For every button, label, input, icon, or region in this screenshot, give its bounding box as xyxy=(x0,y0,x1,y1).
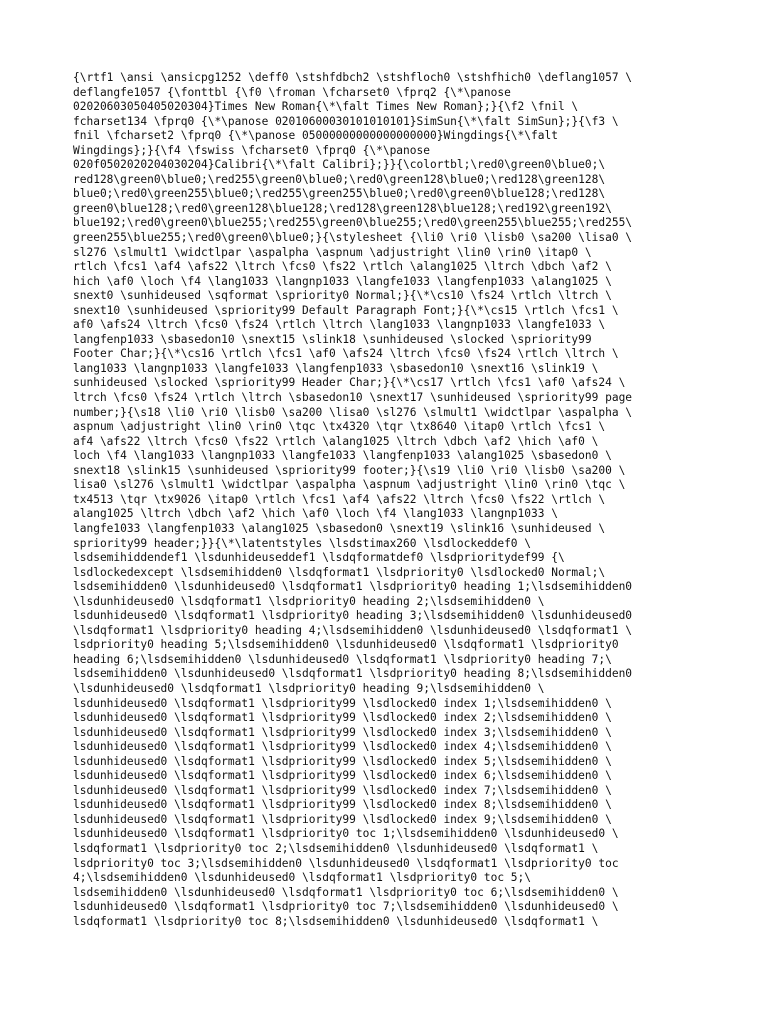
text-line: lisa0 \sl276 \slmult1 \widctlpar \aspalpha \aspnum \adjustright \lin0 \rin0 \tqc \ xyxy=(73,478,626,492)
text-line: af4 \afs22 \ltrch \fcs0 \fs22 \rtlch \alang1025 \ltrch \dbch \af2 \hich \af0 \ xyxy=(73,434,599,448)
text-line: lsdqformat1 \lsdpriority0 toc 2;\lsdsemihidden0 \lsdunhideused0 \lsdqformat1 \ xyxy=(73,841,599,855)
text-line: 02020603050405020304}Times New Roman{\*\falt Times New Roman};}{\f2 \fnil \ xyxy=(73,100,579,114)
text-line: {\rtf1 \ansi \ansicpg1252 \deff0 \stshfdbch2 \stshfloch0 \stshfhich0 \deflang1057 \ xyxy=(73,71,633,84)
text-line: sunhideused \slocked \spriority99 Header Char;}{\*\cs17 \rtlch \fcs1 \af0 \afs24 \ xyxy=(73,376,626,390)
text-line: langfe1033 \langfenp1033 \alang1025 \sbasedon0 \snext19 \slink16 \sunhideused \ xyxy=(73,521,606,535)
text-line: lsdunhideused0 \lsdqformat1 \lsdpriority99 \lsdlocked0 index 9;\lsdsemihidden0 \ xyxy=(73,812,612,826)
text-line: lang1033 \langnp1033 \langfe1033 \langfenp1033 \sbasedon10 \snext16 \slink19 \ xyxy=(73,361,599,375)
text-line: lsdunhideused0 \lsdqformat1 \lsdpriority99 \lsdlocked0 index 6;\lsdsemihidden0 \ xyxy=(73,769,612,783)
text-line: fnil \fcharset2 \fprq0 {\*\panose 05000000000000000000}Wingdings{\*\falt xyxy=(73,129,558,143)
text-line: langfenp1033 \sbasedon10 \snext15 \slink18 \sunhideused \slocked \spriority99 xyxy=(73,332,592,346)
text-line: blue0;\red0\green255\blue0;\red255\green255\blue0;\red0\green0\blue128;\red128\ xyxy=(73,187,606,201)
text-line: green255\blue255;\red0\green0\blue0;}{\stylesheet {\li0 \ri0 \lisb0 \sa200 \lisa0 \ xyxy=(73,231,633,245)
text-line: lsdunhideused0 \lsdqformat1 \lsdpriority99 \lsdlocked0 index 4;\lsdsemihidden0 \ xyxy=(73,740,612,754)
text-line: Wingdings};}{\f4 \fswiss \fcharset0 \fprq0 {\*\panose xyxy=(73,143,430,157)
text-line: blue192;\red0\green0\blue255;\red255\green0\blue255;\red0\green255\blue255;\red255\ xyxy=(73,216,633,230)
text-line: alang1025 \ltrch \dbch \af2 \hich \af0 \loch \f4 \lang1033 \langnp1033 \ xyxy=(73,507,558,521)
text-line: lsdunhideused0 \lsdqformat1 \lsdpriority0 toc 7;\lsdsemihidden0 \lsdunhideused0 \ xyxy=(73,900,619,914)
text-line: snext0 \sunhideused \sqformat \spriority0 Normal;}{\*\cs10 \fs24 \rtlch \ltrch \ xyxy=(73,289,612,303)
text-line: af0 \afs24 \ltrch \fcs0 \fs24 \rtlch \ltrch \lang1033 \langnp1033 \langfe1033 \ xyxy=(73,318,606,332)
text-line: lsdlockedexcept \lsdsemihidden0 \lsdqformat1 \lsdpriority0 \lsdlocked0 Normal;\ xyxy=(73,565,606,579)
text-line: ltrch \fcs0 \fs24 \rtlch \ltrch \sbasedon10 \snext17 \sunhideused \spriority99 page xyxy=(73,391,633,405)
text-line: number;}{\s18 \li0 \ri0 \lisb0 \sa200 \lisa0 \sl276 \slmult1 \widctlpar \aspalpha \ xyxy=(73,405,633,419)
text-line: lsdpriority0 heading 5;\lsdsemihidden0 \lsdunhideused0 \lsdqformat1 \lsdpriority0 xyxy=(73,638,619,652)
text-line: lsdpriority0 toc 3;\lsdsemihidden0 \lsdunhideused0 \lsdqformat1 \lsdpriority0 toc xyxy=(73,856,619,870)
text-line: snext10 \sunhideused \spriority99 Default Paragraph Font;}{\*\cs15 \rtlch \fcs1 \ xyxy=(73,303,619,317)
text-line: tx4513 \tqr \tx9026 \itap0 \rtlch \fcs1 \af4 \afs22 \ltrch \fcs0 \fs22 \rtlch \ xyxy=(73,492,606,506)
text-line: rtlch \fcs1 \af4 \afs22 \ltrch \fcs0 \fs22 \rtlch \alang1025 \ltrch \dbch \af2 \ xyxy=(73,260,612,274)
text-line: aspnum \adjustright \lin0 \rin0 \tqc \tx4320 \tqr \tx8640 \itap0 \rtlch \fcs1 \ xyxy=(73,420,606,434)
text-line: lsdunhideused0 \lsdqformat1 \lsdpriority0 toc 1;\lsdsemihidden0 \lsdunhideused0 \ xyxy=(73,827,619,841)
text-line: loch \f4 \lang1033 \langnp1033 \langfe1033 \langfenp1033 \alang1025 \sbasedon0 \ xyxy=(73,449,612,463)
text-line: Footer Char;}{\*\cs16 \rtlch \fcs1 \af0 \afs24 \ltrch \fcs0 \fs24 \rtlch \ltrch \ xyxy=(73,347,619,361)
text-line: \lsdunhideused0 \lsdqformat1 \lsdpriority0 heading 2;\lsdsemihidden0 \ xyxy=(73,594,545,608)
rtf-source-text xyxy=(73,71,713,929)
text-line: lsdsemihidden0 \lsdunhideused0 \lsdqformat1 \lsdpriority0 heading 1;\lsdsemihidden0 xyxy=(73,580,633,594)
text-line: lsdunhideused0 \lsdqformat1 \lsdpriority99 \lsdlocked0 index 8;\lsdsemihidden0 \ xyxy=(73,798,612,812)
text-line: 020f0502020204030204}Calibri{\*\falt Calibri};}}{\colortbl;\red0\green0\blue0;\ xyxy=(73,158,606,172)
text-line: fcharset134 \fprq0 {\*\panose 02010600030101010101}SimSun{\*\falt SimSun};}{\f3 \ xyxy=(73,114,619,128)
text-line: 4;\lsdsemihidden0 \lsdunhideused0 \lsdqformat1 \lsdpriority0 toc 5;\ xyxy=(73,871,532,885)
text-line: lsdunhideused0 \lsdqformat1 \lsdpriority99 \lsdlocked0 index 1;\lsdsemihidden0 \ xyxy=(73,696,612,710)
text-line: hich \af0 \loch \f4 \lang1033 \langnp1033 \langfe1033 \langfenp1033 \alang1025 \ xyxy=(73,274,612,288)
text-line: green0\blue128;\red0\green128\blue128;\red128\green128\blue128;\red192\green192\ xyxy=(73,201,612,215)
text-line: lsdunhideused0 \lsdqformat1 \lsdpriority0 heading 3;\lsdsemihidden0 \lsdunhideused0 xyxy=(73,609,633,623)
text-line: lsdqformat1 \lsdpriority0 toc 8;\lsdsemihidden0 \lsdunhideused0 \lsdqformat1 \ xyxy=(73,914,599,928)
text-line: \lsdunhideused0 \lsdqformat1 \lsdpriority0 heading 9;\lsdsemihidden0 \ xyxy=(73,681,545,695)
text-line: \lsdqformat1 \lsdpriority0 heading 4;\lsdsemihidden0 \lsdunhideused0 \lsdqformat1 \ xyxy=(73,623,633,637)
text-line: lsdsemihidden0 \lsdunhideused0 \lsdqformat1 \lsdpriority0 toc 6;\lsdsemihidden0 \ xyxy=(73,885,619,899)
text-line: snext18 \slink15 \sunhideused \spriority99 footer;}{\s19 \li0 \ri0 \lisb0 \sa200 \ xyxy=(73,463,626,477)
text-line: lsdunhideused0 \lsdqformat1 \lsdpriority99 \lsdlocked0 index 2;\lsdsemihidden0 \ xyxy=(73,711,612,725)
text-line: lsdsemihidden0 \lsdunhideused0 \lsdqformat1 \lsdpriority0 heading 8;\lsdsemihidden0 xyxy=(73,667,633,681)
text-line: lsdsemihiddendef1 \lsdunhideuseddef1 \lsdqformatdef0 \lsdprioritydef99 {\ xyxy=(73,551,565,565)
text-line: lsdunhideused0 \lsdqformat1 \lsdpriority99 \lsdlocked0 index 3;\lsdsemihidden0 \ xyxy=(73,725,612,739)
text-line: spriority99 header;}}{\*\latentstyles \lsdstimax260 \lsdlockeddef0 \ xyxy=(73,536,532,550)
text-line: lsdunhideused0 \lsdqformat1 \lsdpriority99 \lsdlocked0 index 5;\lsdsemihidden0 \ xyxy=(73,754,612,768)
text-line: red128\green0\blue0;\red255\green0\blue0;\red0\green128\blue0;\red128\green128\ xyxy=(73,172,606,186)
text-line: sl276 \slmult1 \widctlpar \aspalpha \aspnum \adjustright \lin0 \rin0 \itap0 \ xyxy=(73,245,592,259)
text-line: heading 6;\lsdsemihidden0 \lsdunhideused0 \lsdqformat1 \lsdpriority0 heading 7;\ xyxy=(73,652,612,666)
text-line: deflangfe1057 {\fonttbl {\f0 \froman \fcharset0 \fprq2 {\*\panose xyxy=(73,85,511,99)
text-line: lsdunhideused0 \lsdqformat1 \lsdpriority99 \lsdlocked0 index 7;\lsdsemihidden0 \ xyxy=(73,783,612,797)
